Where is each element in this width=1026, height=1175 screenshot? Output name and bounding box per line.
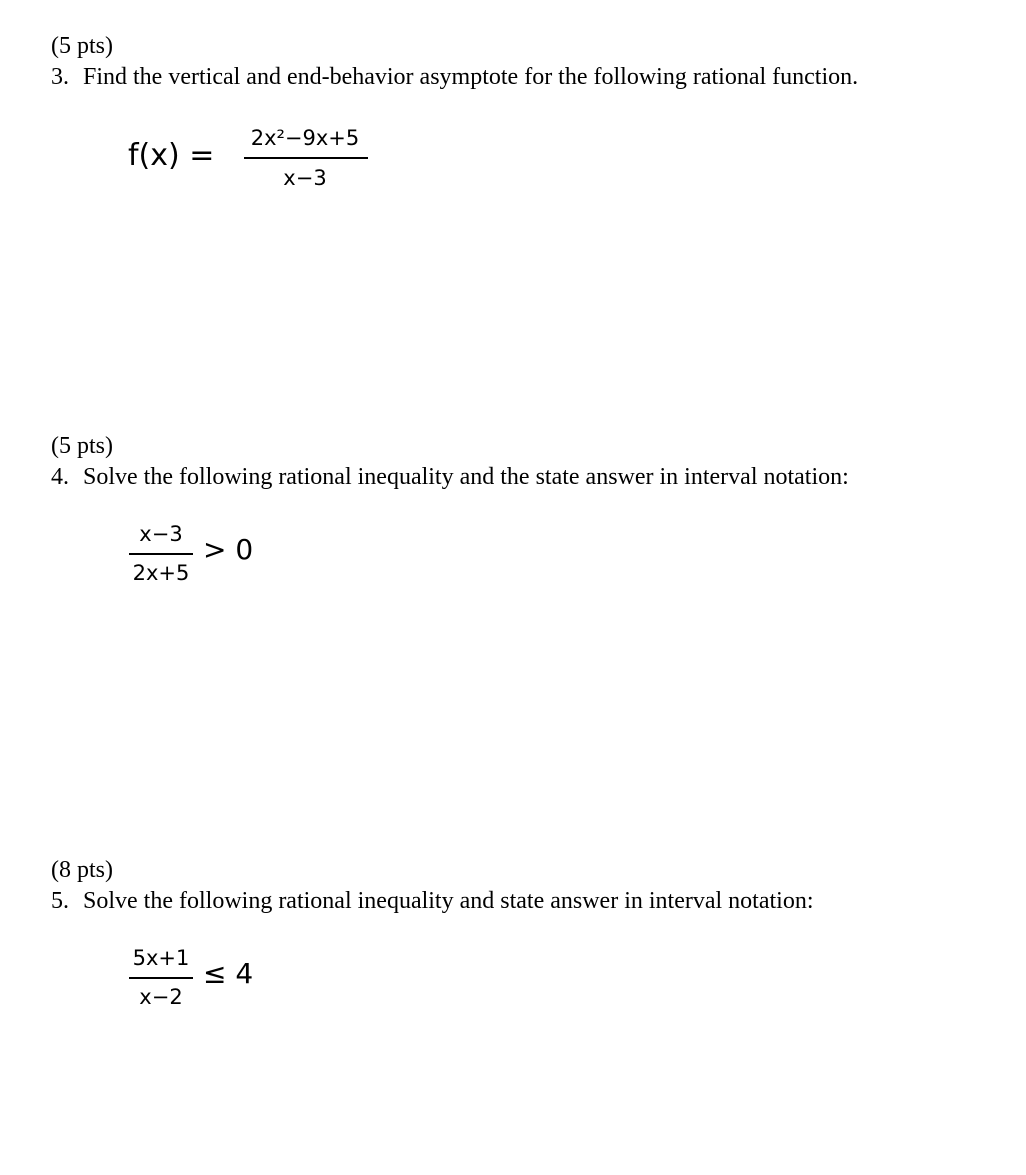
problem-4-numerator: x−3 (139, 522, 183, 546)
problem-5-text: Solve the following rational inequality and state answer in interval notation: (83, 888, 814, 914)
problem-4-number: 4. (51, 464, 69, 490)
problem-3-numerator: 2x²−9x+5 (250, 126, 360, 150)
problem-5-question (51, 887, 814, 915)
problem-4-question (51, 463, 849, 491)
problem-4-points: (5 pts) (51, 433, 113, 459)
problem-4-denominator: 2x+5 (132, 561, 190, 585)
problem-5-relation: ≤ 4 (203, 957, 254, 990)
problem-5-denominator: x−2 (139, 985, 183, 1009)
problem-3-function-lhs: f(x) = (128, 138, 215, 173)
problem-5-number: 5. (51, 888, 69, 914)
problem-3-text: Find the vertical and end-behavior asymptote for the following rational function. (83, 64, 859, 90)
problem-3-points: (5 pts) (51, 33, 113, 59)
problem-4-fraction-bar (129, 553, 193, 555)
problem-5-points: (8 pts) (51, 857, 113, 883)
problem-3-question (51, 63, 858, 91)
problem-3-denominator: x−3 (283, 166, 327, 190)
problem-5-numerator: 5x+1 (132, 946, 190, 970)
problem-5-fraction-bar (129, 977, 193, 979)
problem-4-text: Solve the following rational inequality and the state answer in interval notation: (83, 464, 849, 490)
problem-3-fraction-bar (244, 157, 368, 159)
problem-4-relation: > 0 (203, 533, 254, 566)
problem-3-number: 3. (51, 64, 69, 90)
